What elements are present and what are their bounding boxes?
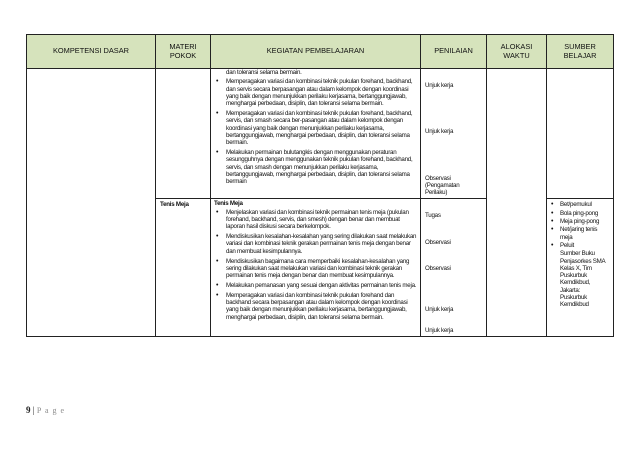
materi-pokok-cell: Tenis Meja bbox=[156, 199, 211, 336]
kegiatan-list bbox=[211, 209, 420, 321]
penilaian-item: Tugas bbox=[425, 212, 441, 220]
header-penilaian: PENILAIAN bbox=[421, 35, 487, 69]
list-item: • Peluit bbox=[550, 242, 610, 249]
header-sumber-belajar: SUMBER BELAJAR bbox=[547, 35, 614, 69]
list-item: • Bola ping-pong bbox=[550, 210, 610, 217]
header-kegiatan-pembelajaran: KEGIATAN PEMBELAJARAN bbox=[211, 35, 421, 69]
kompetensi-dasar-cell bbox=[27, 69, 156, 337]
penilaian-item: Observasi bbox=[425, 174, 451, 182]
materi-pokok-cell bbox=[156, 69, 211, 199]
list-item: • Melakukan pemanasan yang sesuai dengan aktivitas permainan tenis meja. bbox=[215, 282, 417, 289]
penilaian-item: Observasi bbox=[425, 238, 451, 246]
footer-separator: | bbox=[30, 405, 37, 415]
page-label: P a g e bbox=[36, 406, 66, 415]
sumber-text: Jakarta: bbox=[560, 286, 581, 294]
list-item: • Net/jaring tenis meja bbox=[550, 226, 610, 241]
kegiatan-cell bbox=[211, 199, 421, 336]
table-header-row bbox=[27, 35, 614, 69]
header-materi-pokok: MATERI POKOK bbox=[156, 35, 211, 69]
sumber-list bbox=[547, 199, 613, 310]
sumber-text: Kemdikbud bbox=[560, 301, 589, 309]
sumber-text: Puskurbuk bbox=[560, 294, 587, 302]
kegiatan-continuation-text: dan toleransi selama bermain. bbox=[226, 69, 302, 76]
list-item: • Memperagakan variasi dan kombinasi teknik pukulan forehand dan backhand secara berpasangan atau dalam kelompok dengan koordinasi yang baik dengan menunjukkan perilaku kerjasama, bertanggungjawab, menghargai perbedaan, disiplin, dan toleransi selama bermain. bbox=[215, 292, 417, 321]
penilaian-item: (Pengamatan bbox=[425, 181, 460, 189]
table-row bbox=[27, 69, 614, 199]
penilaian-cell bbox=[421, 199, 487, 336]
penilaian-cell bbox=[421, 69, 487, 199]
page-number: 9 bbox=[26, 405, 31, 415]
sumber-text: Penjasorkes SMA bbox=[560, 257, 606, 265]
header-kompetensi-dasar: KOMPETENSI DASAR bbox=[27, 35, 156, 69]
sumber-text: Puskurbuk bbox=[560, 272, 587, 280]
sumber-belajar-cell bbox=[547, 199, 614, 336]
penilaian-item: Perilaku) bbox=[425, 189, 448, 197]
list-item: • Menjelaskan variasi dan kombinasi teknik permainan tenis meja (pukulan forehand, backhand, servis, dan smesh) dengan benar dan membuat laporan hasil diskusi secara berkelompok. bbox=[215, 209, 417, 231]
sumber-text: Kemdikbud, bbox=[560, 279, 591, 287]
list-item: • Memperagakan variasi dan kombinasi teknik pukulan forehand, backhand, dan servis secara berpasangan atau dalam kelompok dengan koordinasi yang baik dengan menunjukkan perilaku kerjasama, bertanggungjawab, menghargai perbedaan, disiplin, dan toleransi selama bermain. bbox=[215, 78, 417, 107]
list-item: • Melakukan permainan bulutangkis dengan menggunakan peraturan sesungguhnya dengan menggunakan teknik pukulan forehand, backhand, servis, dan smash dengan menunjukkan perilaku kerjasama, bertanggungjawab, menghargai perbedaan, disiplin, dan toleransi selama bermain bbox=[215, 149, 417, 185]
penilaian-item: Observasi bbox=[425, 265, 451, 273]
sumber-text: Sumber Buku bbox=[560, 250, 595, 258]
penilaian-item: Unjuk kerja bbox=[425, 128, 454, 136]
kegiatan-list bbox=[211, 78, 420, 185]
alokasi-waktu-cell bbox=[487, 69, 547, 337]
page-footer bbox=[26, 405, 65, 415]
list-item: • Mendiskusikan kesalahan-kesalahan yang sering dilakukan saat melakukan variasi dan kombinasi teknik gerakan permainan tenis meja dengan benar dan membuat kesimpulannya. bbox=[215, 233, 417, 255]
curriculum-table-wrapper bbox=[26, 34, 613, 337]
list-item: • Bet/pemukul bbox=[550, 201, 610, 208]
kegiatan-cell bbox=[211, 69, 421, 199]
sumber-belajar-cell bbox=[547, 69, 614, 199]
list-item: • Memperagakan variasi dan kombinasi teknik pukulan forehand, backhand, servis, dan smash secara ber-pasangan atau dalam kelompok dengan koordinasi yang baik dengan menunjukkan perilaku kerjasama, bertanggungjawab, menghargai perbedaan, disiplin, dan toleransi selama bermain. bbox=[215, 110, 417, 146]
kegiatan-title: Tenis Meja bbox=[214, 200, 243, 208]
penilaian-item: Unjuk kerja bbox=[425, 326, 454, 334]
penilaian-item: Unjuk kerja bbox=[425, 306, 454, 314]
curriculum-table bbox=[26, 34, 614, 337]
list-item: • Mendiskusikan bagaimana cara memperbaiki kesalahan-kesalahan yang sering dilakukan saat melakukan variasi dan kombinasi teknik gerakan permainan tenis meja dengan benar dan membuat kesimpulannya. bbox=[215, 258, 417, 280]
penilaian-item: Unjuk kerja bbox=[425, 82, 454, 89]
list-item: • Meja ping-pong bbox=[550, 218, 610, 225]
sumber-text: Kelas X, Tim bbox=[560, 264, 592, 272]
header-alokasi-waktu: ALOKASI WAKTU bbox=[487, 35, 547, 69]
